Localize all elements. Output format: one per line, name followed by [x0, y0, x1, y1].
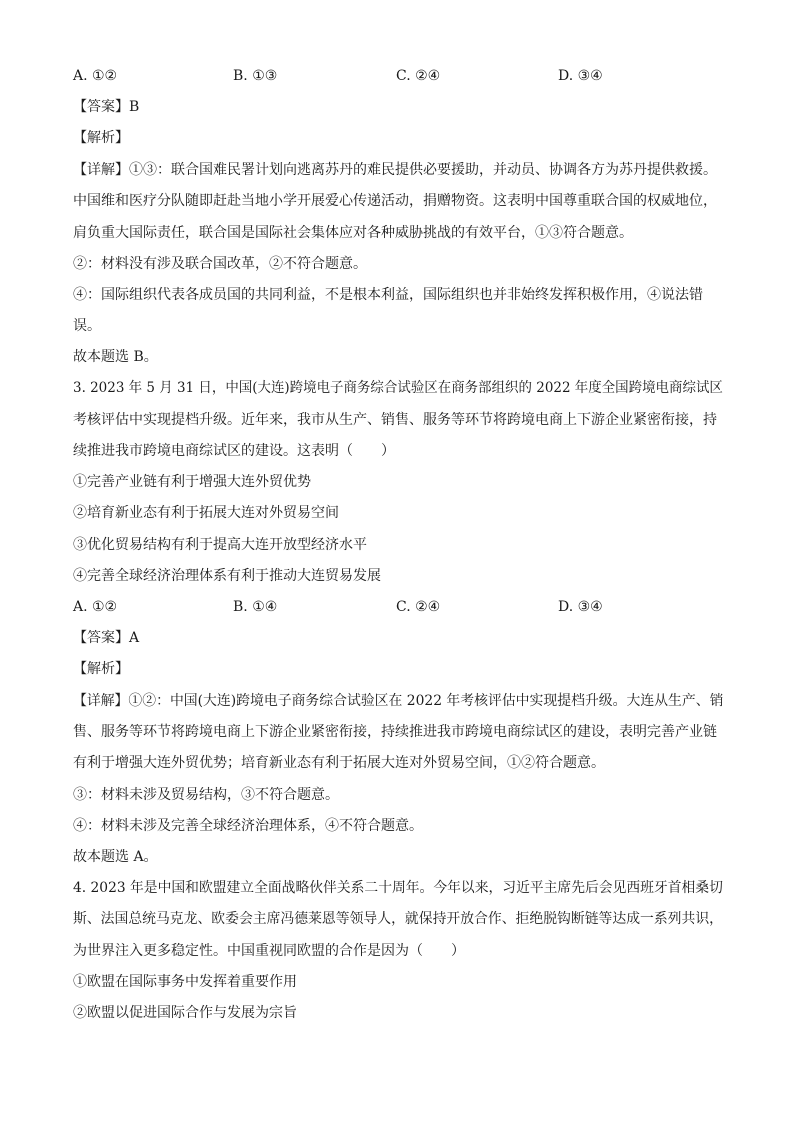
- q3-conclusion: 故本题选 A。: [73, 849, 158, 865]
- q3-option-b[interactable]: B. ①④: [233, 599, 278, 615]
- q3-statement-3: ③优化贸易结构有利于提高大连开放型经济水平: [73, 537, 367, 553]
- q3-detail-line: ④：材料未涉及完善全球经济治理体系，④不符合题意。: [73, 818, 423, 834]
- q3-stem-line: 考核评估中实现提档升级。近年来，我市从生产、销售、服务等环节将跨境电商上下游企业紧密衔接，持: [73, 412, 717, 428]
- q2-answer-tag: 【答案】: [73, 99, 129, 115]
- q2-detail-line: 肩负重大国际责任，联合国是国际社会集体应对各种威胁挑战的有效平台，①③符合题意。: [73, 225, 633, 241]
- q3-option-d[interactable]: D. ③④: [558, 599, 603, 615]
- q4-stem-line: 4. 2023 年是中国和欧盟建立全面战略伙伴关系二十周年。今年以来，习近平主席先后会见西班牙首相桑切: [73, 880, 723, 896]
- q3-statement-4: ④完善全球经济治理体系有利于推动大连贸易发展: [73, 568, 381, 584]
- q3-detail-line: 售、服务等环节将跨境电商上下游企业紧密衔接，持续推进我市跨境电商综试区的建设，表明完善产业链: [73, 724, 717, 740]
- q2-answer: [73, 97, 139, 117]
- q2-detail-line: 中国维和医疗分队随即赶赴当地小学开展爱心传递活动，捐赠物资。这表明中国尊重联合国的权威地位，: [73, 193, 717, 209]
- q3-analysis-tag: 【解析】: [73, 661, 129, 677]
- q2-answer-value: B: [129, 99, 140, 115]
- q4-stem-line: 斯、法国总统马克龙、欧委会主席冯德莱恩等领导人，就保持开放合作、拒绝脱钩断链等达成一系列共识，: [73, 911, 723, 927]
- q3-option-a[interactable]: A. ①②: [73, 599, 118, 615]
- q3-statement-1: ①完善产业链有利于增强大连外贸优势: [73, 474, 311, 490]
- q2-detail-line: 误。: [73, 318, 101, 334]
- q2-conclusion: 故本题选 B。: [73, 349, 158, 365]
- q3-stem-line: 3. 2023 年 5 月 31 日，中国(大连)跨境电子商务综合试验区在商务部组织的 2022 年度全国跨境电商综试区: [73, 380, 723, 396]
- q3-detail-line: 有利于增强大连外贸优势；培育新业态有利于拓展大连对外贸易空间，①②符合题意。: [73, 755, 605, 771]
- q2-option-a[interactable]: A. ①②: [73, 68, 118, 84]
- q3-answer-value: A: [129, 630, 140, 646]
- q2-option-b[interactable]: B. ①③: [233, 68, 278, 84]
- q3-answer: [73, 628, 139, 648]
- q3-option-c[interactable]: C. ②④: [396, 599, 441, 615]
- q2-option-d[interactable]: D. ③④: [558, 68, 603, 84]
- q4-statement-1: ①欧盟在国际事务中发挥着重要作用: [73, 974, 297, 990]
- q3-answer-tag: 【答案】: [73, 630, 129, 646]
- q3-stem-line: 续推进我市跨境电商综试区的建设。这表明（ ）: [73, 443, 395, 459]
- q3-statement-2: ②培育新业态有利于拓展大连对外贸易空间: [73, 505, 339, 521]
- q2-detail-line: ④：国际组织代表各成员国的共同利益，不是根本利益，国际组织也并非始终发挥积极作用，④说法错: [73, 287, 703, 303]
- q4-stem-line: 为世界注入更多稳定性。中国重视同欧盟的合作是因为（ ）: [73, 943, 465, 959]
- q2-detail-line: ②：材料没有涉及联合国改革，②不符合题意。: [73, 256, 367, 272]
- q2-detail-line: 【详解】①③：联合国难民署计划向逃离苏丹的难民提供必要援助，并动员、协调各方为苏丹提供救援。: [73, 162, 717, 178]
- q4-statement-2: ②欧盟以促进国际合作与发展为宗旨: [73, 1005, 297, 1021]
- q3-detail-line: ③：材料未涉及贸易结构，③不符合题意。: [73, 787, 339, 803]
- q2-option-c[interactable]: C. ②④: [396, 68, 441, 84]
- q2-analysis-tag: 【解析】: [73, 130, 129, 146]
- q3-detail-line: 【详解】①②：中国(大连)跨境电子商务综合试验区在 2022 年考核评估中实现提档升级。大连从生产、销: [73, 693, 724, 709]
